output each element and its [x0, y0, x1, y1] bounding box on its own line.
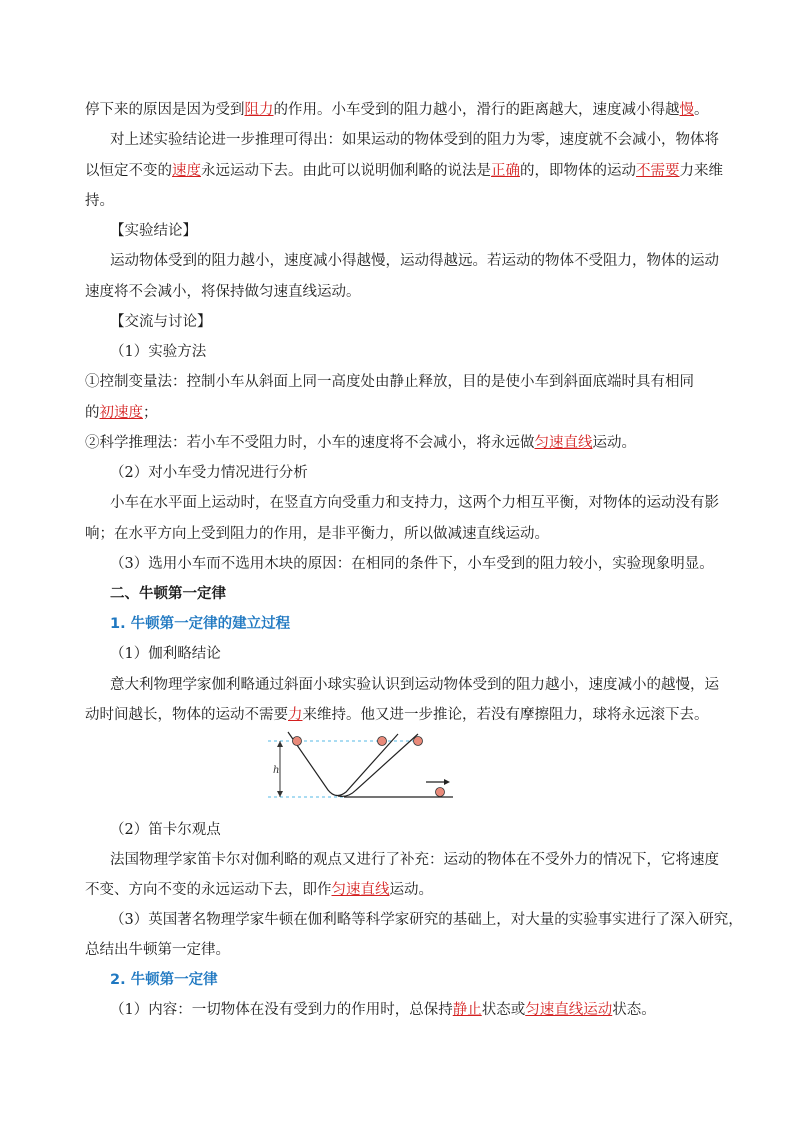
subheading: （1）伽利略结论 — [110, 646, 221, 662]
paragraph-line: 持。 — [85, 193, 114, 209]
paragraph-line: （3）英国著名物理学家牛顿在伽利略等科学家研究的基础上，对大量的实验事实进行了深入研究， — [110, 912, 743, 928]
paragraph-line: 总结出牛顿第一定律。 — [85, 942, 230, 958]
paragraph-line: （1）内容：一切物体在没有受到力的作用时，总保持静止状态或匀速直线运动状态。 — [110, 1002, 656, 1018]
paragraph-line: ②科学推理法：若小车不受阻力时，小车的速度将不会减小，将永远做匀速直线运动。 — [85, 435, 636, 451]
ball-slope-2 — [378, 737, 387, 746]
height-arrow-up — [277, 741, 283, 747]
height-label: h — [273, 765, 280, 776]
paragraph-line: ①控制变量法：控制小车从斜面上同一高度处由静止释放，目的是使小车到斜面底端时具有相同 — [85, 374, 694, 390]
answer-blank: 力 — [288, 707, 303, 723]
section-heading: 【实验结论】 — [110, 223, 197, 239]
paragraph-line: （3）选用小车而不选用木块的原因：在相同的条件下，小车受到的阻力较小，实验现象明显。 — [110, 556, 714, 572]
answer-blank: 匀速直线 — [534, 435, 593, 451]
paragraph-line: 运动物体受到的阻力越小，速度减小得越慢，运动得越远。若运动的物体不受阻力，物体的运动 — [110, 253, 719, 269]
answer-blank: 匀速直线运动 — [525, 1002, 613, 1018]
ball-start — [293, 737, 302, 746]
paragraph-line: 响；在水平方向上受到阻力的作用，是非平衡力，所以做减速直线运动。 — [85, 526, 549, 542]
answer-blank: 速度 — [172, 163, 201, 179]
answer-blank: 不需要 — [636, 163, 680, 179]
answer-blank: 正确 — [491, 163, 520, 179]
answer-blank: 初速度 — [99, 405, 143, 421]
motion-arrow-head — [444, 779, 450, 785]
subheading: （2）对小车受力情况进行分析 — [110, 465, 308, 481]
answer-blank: 慢 — [679, 102, 694, 118]
answer-blank: 静止 — [452, 1002, 482, 1018]
paragraph-line: 动时间越长，物体的运动不需要力来维持。他又进一步推论，若没有摩擦阻力，球将永远滚下去。 — [85, 707, 709, 723]
ball-slope-3 — [414, 737, 423, 746]
blue-subheading: 1. 牛顿第一定律的建立过程 — [110, 616, 291, 632]
paragraph-line: 法国物理学家笛卡尔对伽利略的观点又进行了补充：运动的物体在不受外力的情况下，它将速度 — [110, 852, 719, 868]
paragraph-line: 对上述实验结论进一步推理可得出：如果运动的物体受到的阻力为零，速度就不会减小，物体将 — [110, 132, 719, 148]
answer-blank: 匀速直线 — [331, 882, 390, 898]
answer-blank: 阻力 — [244, 102, 274, 118]
paragraph-line: 意大利物理学家伽利略通过斜面小球实验认识到运动物体受到的阻力越小，速度减小的越慢，运 — [110, 677, 719, 693]
paragraph-line: 速度将不会减小，将保持做匀速直线运动。 — [85, 284, 361, 300]
paragraph-line: 不变、方向不变的永远运动下去，即作匀速直线运动。 — [85, 882, 433, 898]
paragraph-line: 小车在水平面上运动时，在竖直方向受重力和支持力，这两个力相互平衡，对物体的运动没有影 — [110, 495, 719, 511]
height-arrow-down — [277, 791, 283, 797]
chapter-heading: 二、牛顿第一定律 — [110, 585, 226, 602]
paragraph-line: 以恒定不变的速度永远运动下去。由此可以说明伽利略的说法是正确的，即物体的运动不需要力来维 — [85, 163, 723, 179]
incline-ball-figure — [268, 730, 458, 802]
subheading: （1）实验方法 — [110, 344, 207, 360]
blue-subheading: 2. 牛顿第一定律 — [110, 972, 218, 988]
paragraph-line: 停下来的原因是因为受到阻力的作用。小车受到的阻力越小，滑行的距离越大，速度减小得越慢。 — [85, 102, 709, 118]
section-heading: 【交流与讨论】 — [110, 314, 212, 330]
paragraph-line: 的初速度； — [85, 405, 158, 421]
subheading: （2）笛卡尔观点 — [110, 822, 221, 838]
ball-horizontal — [436, 788, 445, 797]
